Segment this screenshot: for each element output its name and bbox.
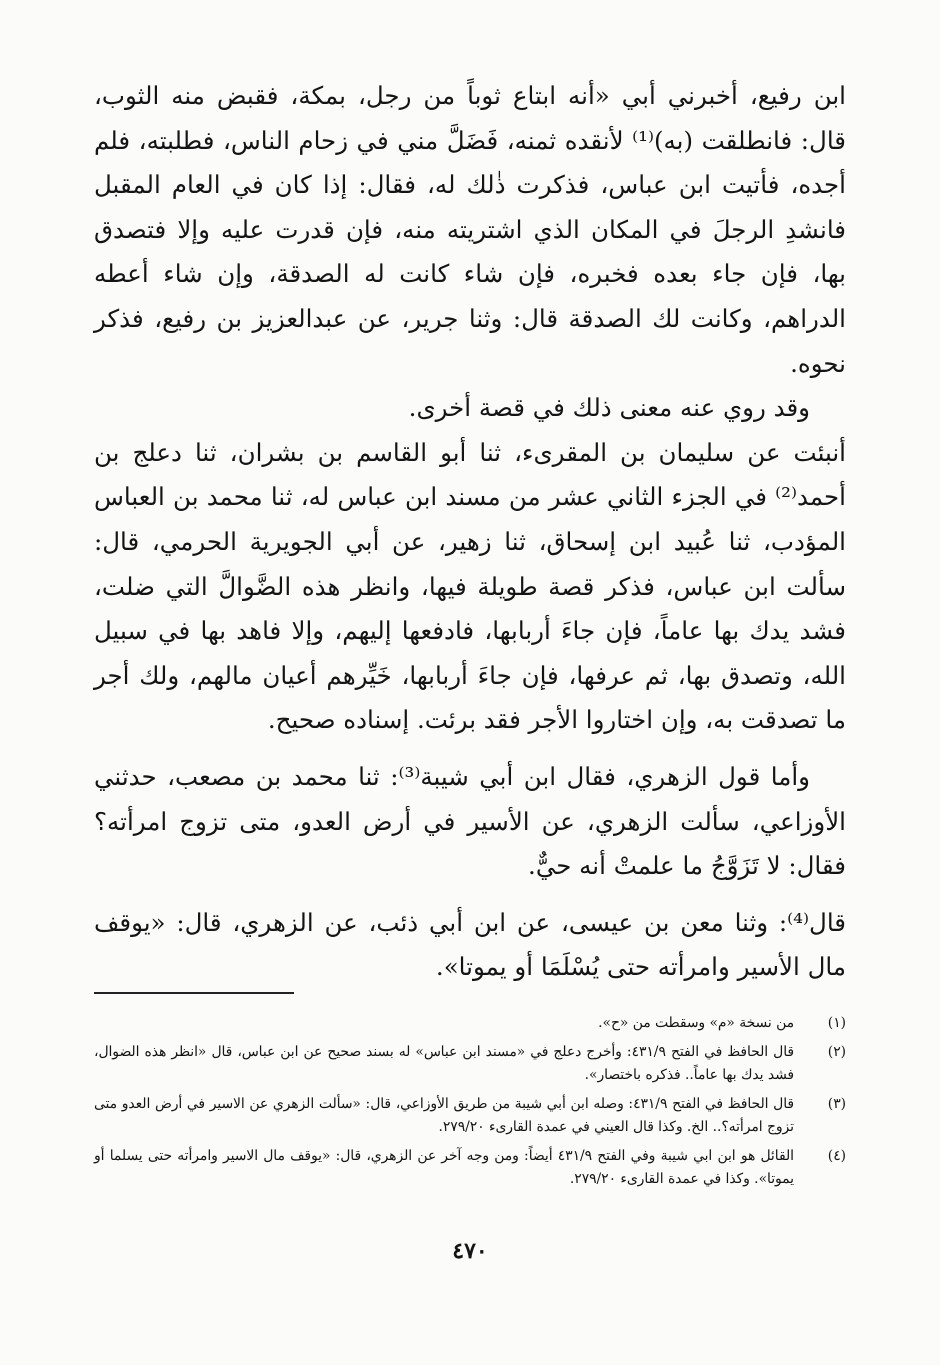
footnote-number: (٤)	[827, 1148, 846, 1164]
paragraph-3: أنبئت عن سليمان بن المقرىء، ثنا أبو القاسم بن بشران، ثنا دعلج بن أحمد⁽²⁾ في الجزء الثاني عشر من مسند ابن عباس له، ثنا محمد بن العباس المؤدب، ثنا عُبيد ابن إسحاق، ثنا زهير، عن أبي الجويرية الحرمي، قال: سألت ابن عباس، فذكر قصة طويلة فيها، وانظر هذه الضَّوالَّ التي ضلت، فشد يدك بها عاماً، فإن جاءَ أربابها، فادفعها إليهم، وإلا فاهد بها في سبيل الله، وتصدق بها، ثم عرفها، فإن جاءَ أربابها، خَيِّرهم أعيان مالهم، ولك أجر ما تصدقت به، وإن اختاروا الأجر فقد برئت. إسناده صحيح.	[94, 437, 846, 735]
footnote-divider	[94, 992, 294, 994]
paragraph-1: ابن رفيع، أخبرني أبي «أنه ابتاع ثوباً من رجل، بمكة، فقبض منه الثوب، قال: فانطلقت (به)⁽¹⁾ لأنقده ثمنه، فَضَلَّ مني في زحام الناس، فطلبته، فلم أجده، فأتيت ابن عباس، فذكرت ذٰلك له، فقال: إذا كان في العام المقبل فانشدِ الرجلَ في المكان الذي اشتريته منه، فإن قدرت عليه وإلا فتصدق بها، فإن جاء بعده فخبره، فإن شاء كانت له الصدقة، وإن شاء أعطه الدراهم، وكانت لك الصدقة قال: وثنا جرير، عن عبدالعزيز بن رفيع، فذكر نحوه.	[94, 81, 846, 378]
footnote-text: قال الحافظ في الفتح ٤٣١/٩: وصله ابن أبي شيبة من طريق الأوزاعي، قال: «سألت الزهري عن الاسير في أرض العدو متى تزوج امرأته؟.. الخ. وكذا قال العيني في عمدة القارىء ٢٧٩/٢٠.	[94, 1096, 794, 1135]
main-text	[94, 74, 846, 990]
footnote-number: (٢)	[827, 1044, 846, 1060]
footnote-1	[94, 1012, 846, 1035]
paragraph-4: وأما قول الزهري، فقال ابن أبي شيبة⁽³⁾: ثنا محمد بن مصعب، حدثني الأوزاعي، سألت الزهري، عن الأسير في أرض العدو، متى تزوج امرأته؟ فقال: لا تَزَوَّجُ ما علمتْ أنه حيٌّ.	[94, 761, 846, 881]
footnote-text: قال الحافظ في الفتح ٤٣١/٩: وأخرج دعلج في «مسند ابن عباس» له بسند صحيح عن ابن عباس، قال «انظر هذه الضوال، فشد يدك بها عاماً.. فذكره باختصار».	[94, 1044, 794, 1083]
footnote-text: من نسخة «م» وسقطت من «ح».	[598, 1015, 794, 1031]
page-number: ٤٧٠	[452, 1238, 488, 1264]
footnote-3	[94, 1093, 846, 1139]
footnote-4	[94, 1145, 846, 1191]
footnote-text: القائل هو ابن ابي شيبة وفي الفتح ٤٣١/٩ أيضاً: ومن وجه آخر عن الزهري، قال: «يوقف مال الاسير وامرأته حتى يسلما أو يموتا». وكذا في عمدة القارىء ٢٧٩/٢٠.	[94, 1148, 794, 1187]
footnote-number: (١)	[827, 1015, 846, 1031]
paragraph-2: وقد روي عنه معنى ذلك في قصة أخرى.	[408, 393, 810, 423]
footnote-number: (٣)	[827, 1096, 846, 1112]
paragraph-5: قال⁽⁴⁾: وثنا معن بن عيسى، عن ابن أبي ذئب، عن الزهري، قال: «يوقف مال الأسير وامرأته حتى يُسْلَمَا أو يموتا».	[94, 907, 846, 982]
footnote-2	[94, 1041, 846, 1087]
footnotes	[94, 1012, 846, 1197]
